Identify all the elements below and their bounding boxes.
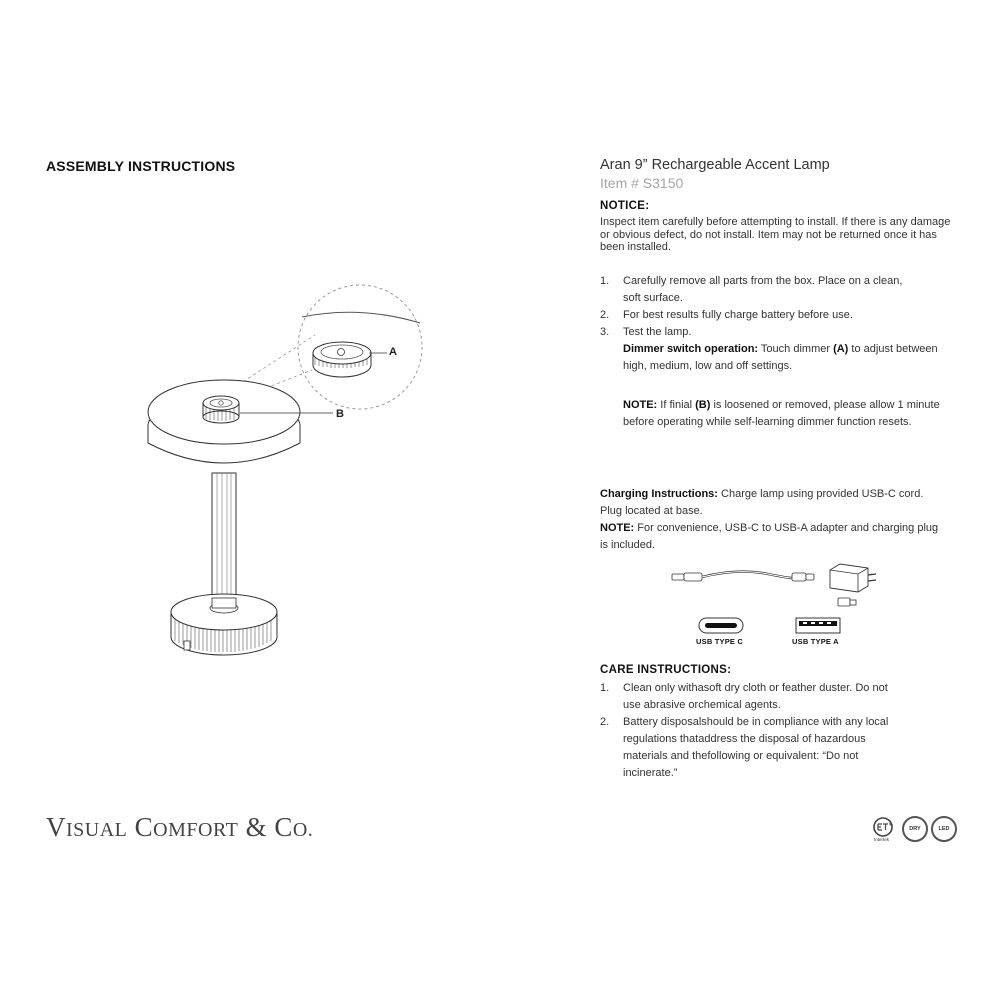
- usb-type-a-icon: [795, 617, 841, 635]
- dry-rated-badge: DRY: [902, 816, 928, 842]
- list-item: 1. Clean only withasoft dry cloth or feather duster. Do not use abrasive orchemical agents.: [600, 682, 888, 711]
- usb-type-c-label: USB TYPE C: [696, 637, 744, 646]
- list-item: 2. For best results fully charge battery before use.: [600, 309, 853, 321]
- item-number: Item # S3150: [600, 175, 684, 191]
- led-badge: LED: [931, 816, 957, 842]
- callout-b-label: B: [336, 408, 344, 420]
- list-item: 1. Carefully remove all parts from the box. Place on a clean, soft surface.: [600, 275, 903, 304]
- lamp-base: [171, 594, 277, 655]
- assembly-steps: [600, 273, 960, 375]
- lamp-stem: [212, 473, 236, 598]
- product-title: Aran 9” Rechargeable Accent Lamp: [600, 157, 830, 173]
- usb-cable: [672, 572, 814, 581]
- etl-label: Intertek: [874, 837, 890, 842]
- callout-a-label: A: [389, 346, 397, 358]
- dimmer-instructions: Dimmer switch operation: Touch dimmer (A) to adjust between high, medium, low and off settings.: [623, 343, 938, 372]
- lamp-shade: [148, 380, 300, 463]
- adapter: [838, 598, 856, 606]
- notice-label: NOTICE:: [600, 200, 650, 212]
- list-item: 3. Test the lamp.: [600, 326, 692, 338]
- charging-cable-illustration: [668, 560, 888, 616]
- usb-port: [184, 641, 190, 650]
- list-item: 2. Battery disposalshould be in compliance with any local regulations thataddress the disposal of hazardous materials and thefollowing or equivalent: “Do not incinerate.”: [600, 716, 889, 779]
- notice-text: Inspect item carefully before attempting to install. If there is any damage or obvious defect, do not install. Item may not be returned once it has been installed.: [600, 216, 951, 253]
- finial-note: NOTE: If finial (B) is loosened or removed, please allow 1 minute before operating while self-learning dimmer function resets.: [623, 399, 940, 428]
- charging-instructions: Charging Instructions: Charge lamp using provided USB-C cord. Plug located at base. NOTE: For convenience, USB-C to USB-A adapter and charging plug is included.: [600, 488, 939, 551]
- care-list: [600, 680, 960, 782]
- care-instructions-label: CARE INSTRUCTIONS:: [600, 664, 732, 676]
- dimmer-detail: [313, 342, 371, 377]
- assembly-instructions-heading: ASSEMBLY INSTRUCTIONS: [46, 158, 236, 174]
- usb-type-a-label: USB TYPE A: [792, 637, 839, 646]
- lamp-illustration: [140, 275, 440, 665]
- right-column: [600, 156, 960, 254]
- detail-shade-edge: [302, 312, 420, 323]
- brand-logo: VISUAL COMFORT & CO.: [46, 812, 314, 842]
- charging-plug: [830, 564, 876, 592]
- usb-type-c-icon: [698, 617, 744, 635]
